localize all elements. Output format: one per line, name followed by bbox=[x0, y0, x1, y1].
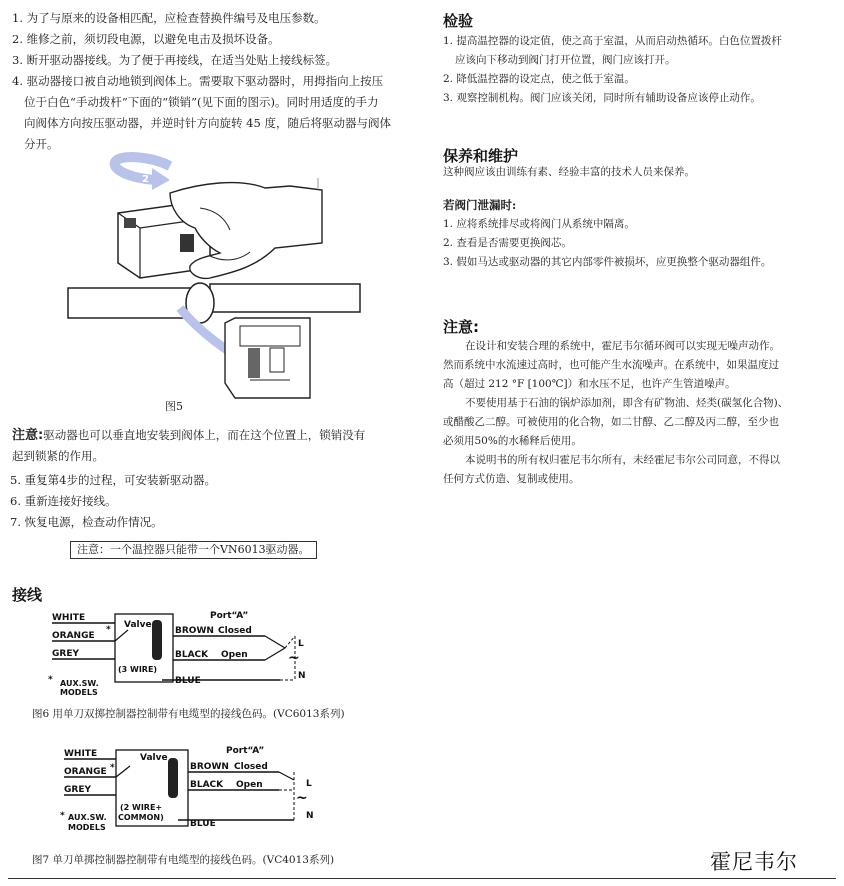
step-2: 2. 维修之前，须切段电源，以避免电击及损坏设备。 bbox=[12, 32, 280, 46]
fig7-aux2: MODELS bbox=[68, 823, 106, 832]
left-steps-bottom bbox=[10, 470, 430, 533]
caution-p3-l2: 任何方式仿造、复制或使用。 bbox=[443, 473, 580, 485]
fig6-N: N bbox=[298, 671, 306, 681]
leak-heading: 若阀门泄漏时: bbox=[443, 198, 517, 212]
figure-5-illustration bbox=[60, 148, 380, 413]
caution-p2-l3: 必须用50%的水稀释后使用。 bbox=[443, 435, 582, 447]
fig7-tilde: ~ bbox=[296, 790, 308, 806]
fig6-black: BLACK bbox=[175, 650, 209, 660]
fig6-switch bbox=[265, 636, 285, 648]
step-4: 4. 驱动器接口被自动地锁到阀体上。需要取下驱动器时，用拇指向上按压 bbox=[12, 74, 384, 88]
actuator-lever bbox=[180, 234, 194, 252]
fig6-star: * bbox=[106, 625, 111, 635]
fig7-2wire-2: COMMON) bbox=[118, 813, 164, 822]
left-note bbox=[12, 425, 432, 467]
maint-heading: 保养和维护 bbox=[443, 147, 519, 165]
fig7-switch bbox=[279, 772, 294, 780]
fig6-white: WHITE bbox=[52, 613, 86, 623]
check-list bbox=[443, 32, 838, 108]
leak-item-2: 2. 查看是否需要更换阀芯。 bbox=[443, 237, 572, 249]
actuator-latch bbox=[124, 218, 136, 228]
fig7-white: WHITE bbox=[64, 749, 98, 759]
fig6-open: Open bbox=[221, 650, 248, 660]
fig6-tilde: ~ bbox=[288, 650, 300, 666]
fig7-orange: ORANGE bbox=[64, 767, 107, 777]
figure-7-wiring-diagram bbox=[54, 742, 354, 837]
step-5: 5. 重复第4步的过程，可安装新驱动器。 bbox=[10, 473, 216, 487]
fig5-label: 图5 bbox=[165, 400, 183, 413]
caution-p2-l1: 不要使用基于石油的锅炉添加剂，即含有矿物油、烃类(碳氢化合物)、 bbox=[465, 397, 789, 409]
check-item-3: 3. 观察控制机构。阀门应该关闭，同时所有辅助设备应该停止动作。 bbox=[443, 92, 761, 104]
wiring-heading: 接线 bbox=[12, 586, 43, 604]
fig7-open: Open bbox=[236, 780, 263, 790]
leak-item-1: 1. 应将系统排尽或将阀门从系统中隔离。 bbox=[443, 218, 635, 230]
figure-6-wiring-diagram bbox=[40, 606, 340, 706]
check-item-2: 2. 降低温控器的设定点，使之低于室温。 bbox=[443, 73, 635, 85]
fig6-aux1: AUX.SW. bbox=[60, 679, 99, 688]
fig7-2wire-1: (2 WIRE+ bbox=[120, 803, 163, 812]
fig6-closed: Closed bbox=[218, 626, 252, 636]
fig6-grey: GREY bbox=[52, 649, 79, 659]
left-steps-top bbox=[12, 8, 432, 155]
fig6-orange: ORANGE bbox=[52, 631, 95, 641]
brand-logo: 霍尼韦尔 bbox=[710, 850, 798, 874]
boxed-note: 注意：一个温控器只能带一个VN6013驱动器。 bbox=[70, 541, 317, 559]
fig6-valve: Valve bbox=[124, 620, 152, 630]
fig6-aux2: MODELS bbox=[60, 688, 98, 697]
pipe-right bbox=[210, 284, 360, 312]
fig6-caption: 图6 用单刀双掷控制器控制带有电缆型的接线色码。(VC6013系列) bbox=[32, 708, 345, 720]
fig7-brown: BROWN bbox=[190, 762, 229, 772]
rotate-arrow-head-icon bbox=[152, 168, 170, 190]
footer-rule bbox=[8, 878, 836, 879]
fig6-aux-star: * bbox=[48, 675, 53, 685]
step-3: 3. 断开驱动器接线。为了便于再接线，在适当处贴上接线标签。 bbox=[12, 53, 338, 67]
step-1: 1. 为了与原来的设备相匹配，应检查替换件编号及电压参数。 bbox=[12, 11, 326, 25]
fig6-blue: BLUE bbox=[175, 676, 201, 686]
caution-p3-l1: 本说明书的所有权归霍尼韦尔所有，未经霍尼韦尔公司同意，不得以 bbox=[465, 454, 780, 466]
leak-list bbox=[443, 215, 838, 272]
caution-heading: 注意: bbox=[443, 318, 479, 336]
fig7-closed: Closed bbox=[234, 762, 268, 772]
step-7: 7. 恢复电源，检查动作情况。 bbox=[10, 515, 163, 529]
check-heading: 检验 bbox=[443, 12, 474, 30]
pipe-left bbox=[68, 288, 198, 318]
caution-p2-l2: 或醋酸乙二醇。可被使用的化合物，如二甘醇、乙二醇及丙二醇，至少也 bbox=[443, 416, 779, 428]
step-4-cont-2: 向阀体方向按压驱动器，并逆时针方向旋转 45 度，随后将驱动器与阀体 bbox=[24, 116, 391, 130]
note-line-2: 起到锁紧的作用。 bbox=[12, 449, 104, 463]
fig7-aux-star: * bbox=[60, 811, 65, 821]
caution-p1-l1: 在设计和安装合理的系统中，霍尼韦尔循环阀可以实现无噪声动作。 bbox=[465, 340, 780, 352]
fig6-motor bbox=[152, 620, 162, 660]
caution-body bbox=[443, 337, 838, 489]
fig7-blue: BLUE bbox=[190, 819, 216, 829]
check-item-1-cont: 应该向下移动到阀门打开位置，阀门应该打开。 bbox=[455, 54, 676, 66]
fig7-aux1: AUX.SW. bbox=[68, 813, 107, 822]
step-4-cont-1: 位于白色“手动拨杆”下面的“锁销”(见下面的图示)。同时用适度的手力 bbox=[24, 95, 379, 109]
step-6: 6. 重新连接好接线。 bbox=[10, 494, 117, 508]
fig7-L: L bbox=[306, 779, 312, 789]
fig7-star: * bbox=[110, 763, 115, 773]
step-4-cont-3: 分开。 bbox=[24, 137, 59, 151]
fig7-grey: GREY bbox=[64, 785, 91, 795]
caution-p1-l3: 高（超过 212 °F [100℃]）和水压不足，也许产生管道噪声。 bbox=[443, 378, 736, 390]
fig7-black: BLACK bbox=[190, 780, 224, 790]
check-item-1: 1. 提高温控器的设定值，使之高于室温，从而启动热循环。白色位置拨杆 bbox=[443, 35, 782, 47]
fig7-valve: Valve bbox=[140, 753, 168, 763]
fig6-L: L bbox=[298, 639, 304, 649]
caution-p1-l2: 然而系统中水流速过高时，也可能产生水流噪声。在系统中，如果温度过 bbox=[443, 359, 779, 371]
fig6-3wire: (3 WIRE) bbox=[118, 665, 158, 674]
fig5-arrow-number: 2 bbox=[142, 174, 149, 185]
fig6-brown: BROWN bbox=[175, 626, 214, 636]
fig6-port: Port“A” bbox=[210, 611, 249, 621]
note-title: 注意: bbox=[12, 428, 44, 443]
fig7-port: Port“A” bbox=[226, 746, 265, 756]
note-line-1: 驱动器也可以垂直地安装到阀体上，而在这个位置上，锁销没有 bbox=[43, 428, 366, 442]
fig7-motor bbox=[168, 758, 178, 798]
fig7-caption: 图7 单刀单掷控制器控制带有电缆型的接线色码。(VC4013系列) bbox=[32, 854, 335, 866]
maint-text: 这种阀应该由训练有素、经验丰富的技术人员来保养。 bbox=[443, 166, 695, 178]
leak-item-3: 3. 假如马达或驱动器的其它内部零件被损坏，应更换整个驱动器组件。 bbox=[443, 256, 772, 268]
fig7-N: N bbox=[306, 811, 314, 821]
